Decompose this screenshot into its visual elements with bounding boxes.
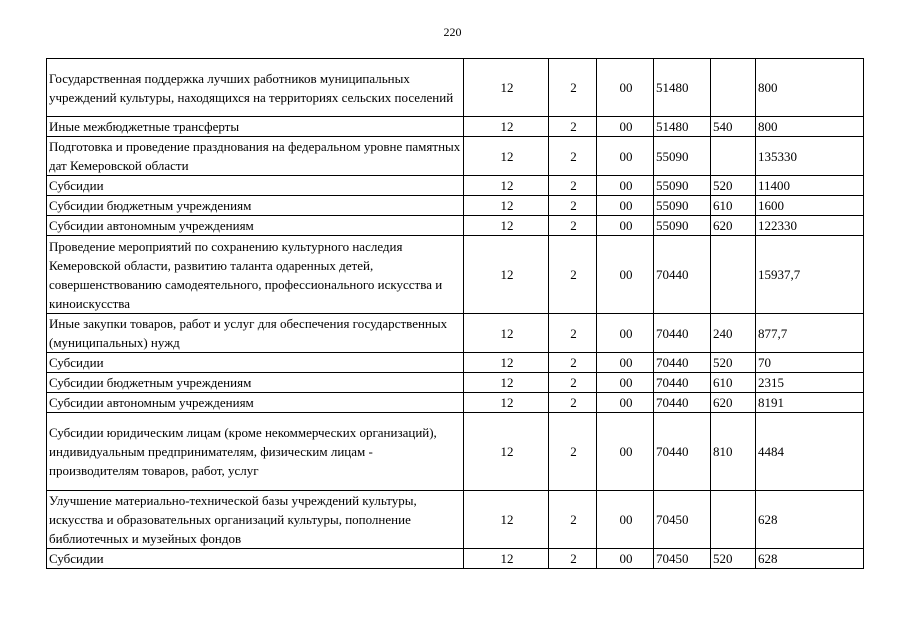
row-subsection: 2 <box>549 549 597 569</box>
row-program: 00 <box>597 176 654 196</box>
row-name: Иные межбюджетные трансферты <box>47 117 464 137</box>
row-expense-type <box>711 59 756 117</box>
row-sum: 70 <box>756 353 864 373</box>
row-program: 00 <box>597 413 654 491</box>
row-expense-type: 540 <box>711 117 756 137</box>
table-row <box>47 236 864 314</box>
row-subsection: 2 <box>549 353 597 373</box>
row-subsection: 2 <box>549 236 597 314</box>
row-program: 00 <box>597 117 654 137</box>
row-target-code: 70440 <box>654 353 711 373</box>
row-section: 12 <box>464 353 549 373</box>
row-target-code: 70440 <box>654 236 711 314</box>
row-section: 12 <box>464 216 549 236</box>
row-subsection: 2 <box>549 196 597 216</box>
row-subsection: 2 <box>549 314 597 353</box>
row-sum: 1600 <box>756 196 864 216</box>
table-row <box>47 216 864 236</box>
row-target-code: 70440 <box>654 393 711 413</box>
row-name: Подготовка и проведение празднования на федеральном уровне памятных дат Кемеровской области <box>47 137 464 176</box>
row-expense-type: 610 <box>711 373 756 393</box>
row-sum: 800 <box>756 117 864 137</box>
row-sum: 877,7 <box>756 314 864 353</box>
row-section: 12 <box>464 549 549 569</box>
row-sum: 15937,7 <box>756 236 864 314</box>
row-section: 12 <box>464 117 549 137</box>
table-row <box>47 137 864 176</box>
row-name: Субсидии автономным учреждениям <box>47 216 464 236</box>
row-expense-type: 240 <box>711 314 756 353</box>
row-subsection: 2 <box>549 59 597 117</box>
row-sum: 628 <box>756 491 864 549</box>
row-target-code: 55090 <box>654 196 711 216</box>
row-target-code: 55090 <box>654 216 711 236</box>
row-expense-type <box>711 137 756 176</box>
row-program: 00 <box>597 373 654 393</box>
table-row <box>47 176 864 196</box>
table-row <box>47 413 864 491</box>
row-target-code: 55090 <box>654 176 711 196</box>
row-sum: 4484 <box>756 413 864 491</box>
row-target-code: 51480 <box>654 59 711 117</box>
row-program: 00 <box>597 216 654 236</box>
row-program: 00 <box>597 137 654 176</box>
table-row <box>47 59 864 117</box>
row-name: Проведение мероприятий по сохранению культурного наследия Кемеровской области, развитию таланта одаренных детей, совершенствованию самодеятельного, профессионального искусства и киноискусства <box>47 236 464 314</box>
row-subsection: 2 <box>549 176 597 196</box>
page-number: 220 <box>443 25 462 39</box>
row-section: 12 <box>464 59 549 117</box>
row-target-code: 70450 <box>654 549 711 569</box>
row-expense-type: 520 <box>711 176 756 196</box>
table-row <box>47 117 864 137</box>
row-program: 00 <box>597 491 654 549</box>
row-program: 00 <box>597 196 654 216</box>
row-subsection: 2 <box>549 491 597 549</box>
row-expense-type: 620 <box>711 216 756 236</box>
row-expense-type: 610 <box>711 196 756 216</box>
row-section: 12 <box>464 137 549 176</box>
row-subsection: 2 <box>549 117 597 137</box>
row-expense-type: 520 <box>711 353 756 373</box>
row-program: 00 <box>597 314 654 353</box>
row-section: 12 <box>464 236 549 314</box>
row-sum: 135330 <box>756 137 864 176</box>
table-row <box>47 373 864 393</box>
table-row <box>47 353 864 373</box>
row-name: Субсидии <box>47 353 464 373</box>
row-subsection: 2 <box>549 373 597 393</box>
row-name: Субсидии автономным учреждениям <box>47 393 464 413</box>
row-target-code: 70450 <box>654 491 711 549</box>
table-row <box>47 196 864 216</box>
row-subsection: 2 <box>549 413 597 491</box>
row-section: 12 <box>464 491 549 549</box>
table-row <box>47 314 864 353</box>
row-subsection: 2 <box>549 137 597 176</box>
row-section: 12 <box>464 196 549 216</box>
row-target-code: 70440 <box>654 314 711 353</box>
table-row <box>47 549 864 569</box>
row-program: 00 <box>597 549 654 569</box>
row-section: 12 <box>464 373 549 393</box>
row-program: 00 <box>597 59 654 117</box>
row-target-code: 70440 <box>654 373 711 393</box>
row-name: Субсидии <box>47 176 464 196</box>
row-name: Улучшение материально-технической базы учреждений культуры, искусства и образовательных организаций культуры, пополнение библиотечных и музейных фондов <box>47 491 464 549</box>
table-row <box>47 491 864 549</box>
row-section: 12 <box>464 413 549 491</box>
row-name: Субсидии бюджетным учреждениям <box>47 373 464 393</box>
row-expense-type <box>711 236 756 314</box>
table-row <box>47 393 864 413</box>
row-name: Иные закупки товаров, работ и услуг для обеспечения государственных (муниципальных) нужд <box>47 314 464 353</box>
row-section: 12 <box>464 314 549 353</box>
row-sum: 628 <box>756 549 864 569</box>
row-name: Субсидии бюджетным учреждениям <box>47 196 464 216</box>
row-sum: 11400 <box>756 176 864 196</box>
row-section: 12 <box>464 393 549 413</box>
row-sum: 2315 <box>756 373 864 393</box>
row-sum: 8191 <box>756 393 864 413</box>
row-program: 00 <box>597 393 654 413</box>
row-name: Государственная поддержка лучших работников муниципальных учреждений культуры, находящихся на территориях сельских поселений <box>47 59 464 117</box>
row-name: Субсидии <box>47 549 464 569</box>
row-expense-type: 810 <box>711 413 756 491</box>
budget-table <box>46 58 864 569</box>
row-expense-type: 620 <box>711 393 756 413</box>
row-sum: 800 <box>756 59 864 117</box>
row-program: 00 <box>597 236 654 314</box>
row-subsection: 2 <box>549 216 597 236</box>
row-sum: 122330 <box>756 216 864 236</box>
row-subsection: 2 <box>549 393 597 413</box>
row-target-code: 51480 <box>654 117 711 137</box>
row-section: 12 <box>464 176 549 196</box>
row-expense-type: 520 <box>711 549 756 569</box>
row-name: Субсидии юридическим лицам (кроме некоммерческих организаций), индивидуальным предпринимателям, физическим лицам - производителям товаров, работ, услуг <box>47 413 464 491</box>
row-program: 00 <box>597 353 654 373</box>
row-expense-type <box>711 491 756 549</box>
row-target-code: 55090 <box>654 137 711 176</box>
row-target-code: 70440 <box>654 413 711 491</box>
